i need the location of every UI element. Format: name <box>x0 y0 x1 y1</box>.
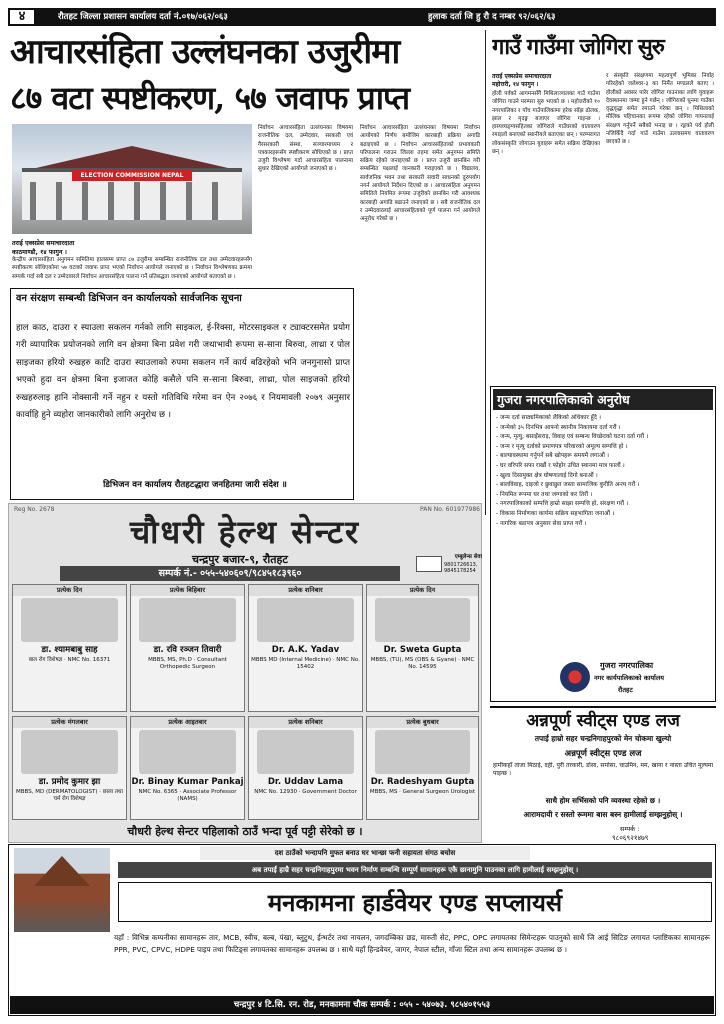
appeal-item: - नगरपालिकाको सम्पत्ति हाम्रो साझा सम्पत्ति हो, संरक्षण गरौं । <box>496 501 629 508</box>
appeal-item: - बालविवाह, दाइजो र छुवाछुत जस्ता सामाजिक कुरीति अन्त्य गरौं । <box>496 482 640 489</box>
doctor-credentials: MBBS, MS, Ph.D · Consultant Orthopedic Surgeon <box>148 657 227 670</box>
gujara-office-sub: नगर कार्यपालिकाको कार्यालय <box>594 674 665 682</box>
doctor-card <box>248 584 363 712</box>
appeal-item: - जन्म र मृत्यु दर्ताको प्रमाणपत्र परिवारको अमूल्य सम्पत्ति हो । <box>496 443 628 450</box>
appeal-item: - विकास निर्माणका कार्यमा सक्रिय सहभागिता जनाऔं । <box>496 510 615 517</box>
doctor-card <box>366 584 479 712</box>
election-commission-photo <box>12 124 252 234</box>
joghira-dateline: महोत्तरी, १४ फागुन । <box>492 81 539 88</box>
hardware-banner: दश ठाउँको भन्दापनि मुफत बनाउ घर भान्छा फनी सहायता संगठ बचोस <box>200 846 530 860</box>
doctor-photo <box>375 730 470 774</box>
column-rule <box>485 30 486 515</box>
doctor-name: Dr. Binay Kumar Pankaj <box>131 777 244 787</box>
doctor-card <box>248 716 363 820</box>
doctor-credentials: MBBS, MD (DERMATOLOGIST) · छाला तथा चर्म रोग विशेषज्ञ <box>16 789 123 802</box>
lodge-line2: अन्नपूर्ण स्वीट्स एण्ड लज <box>564 749 642 759</box>
doctor-day: प्रत्येक बिहिबार <box>131 585 244 596</box>
forest-notice-title: वन संरक्षण सम्बन्धी डिभिजन वन कार्यालयको सार्वजनिक सूचना <box>16 293 242 304</box>
postal-registration: हुलाक दर्ता जि हु रौ द नम्बर ९२/०६२/६३ <box>428 12 556 22</box>
health-pan-no: PAN No. 601977986 <box>420 506 480 513</box>
appeal-item: - नियमित रूपमा घर तथा जग्गाको कर तिरौं । <box>496 491 593 498</box>
doctor-name: Dr. A.K. Yadav <box>271 645 340 655</box>
forest-notice-body: हाल काठ, दाउरा र स्याउला सकलन गर्नको लागि साइकल, ई-रिक्सा, मोटरसाइकल र ट्याक्टरसमेत प्रयोग गरी व्यापारिक प्रयोजनको लागि वन क्षेत्रमा बिना प्रवेश गरी जथाभावी रूपमा स-साना बिरुवा, लाथ्रा र पोल साइजका हरियो रुखहरु काटि दाउरा स्याउलाको रुपमा सकलन गर्ने कार्य बढिरहेको भनि जनगुनासो प्राप्त भएको हुदा वन क्षेत्रमा बिना इजाजत कोहि कसैले पनि स-साना बिरुवा, लाथ्रा, पोल साइजको हरियो रुखहरुलाइ हानि नोक्सानी गर्ने नहुन र यस्तो गतिविधि गरेमा वन ऐन २०७६ र नियमावली २०७९ अनुसार कार्वाहि हुने व्यहोरा जानकारीको लागि अनुरोध छ । <box>16 323 350 421</box>
joghira-byline: तराई एक्सप्रेस समाचारदाता <box>492 73 552 80</box>
ambulance-label: एम्बुलेन्स सेवा <box>454 554 482 560</box>
hardware-contact: चन्द्रपुर ४ टि.सि. रन. रोड, मनकामना चौक सम्पर्क : ०५५ - ५४०७३. ९८५४०१५५३ <box>10 996 714 1014</box>
lodge-body: हामीकहाँ ताजा मिठाई, दही, पुरी तरकारी, डोसा, समोसा, चाउमिन, मम, खाना र नास्ता उचित मूल्यमा पाइन्छ । <box>493 762 713 778</box>
gujara-office-name: गुजरा नगरपालिका <box>600 661 654 670</box>
appeal-item: - घर वरिपरि सफा राखौं र फोहोर उचित स्थानमा मात्र फालौं । <box>496 462 625 469</box>
doctor-card <box>130 716 245 820</box>
doctor-photo <box>257 730 354 774</box>
doctor-photo <box>139 598 236 642</box>
appeal-item: - बाल्यावस्थामा गर्नुपर्ने सबै खोपहरू समयमै लगाऔं । <box>496 453 610 460</box>
doctor-name: Dr. Radeshyam Gupta <box>370 777 475 787</box>
temple-photo <box>14 848 110 932</box>
joghira-col-a: होली पर्वको आगमनसँगै मिथिलाञ्चलका गाउँ गाउँमा जोगिरा गाउने परम्परा सुरु भएको छ । महोत्तरीको १० नगरपालिका र पाँच गाउँपालिकामा हरेक साँझ ढोलक, झाल र मृदङ्ग बजाएर जोगिरा गाइन्छ । हास्यव्यङ्ग्यसहितका जोगिराले गाउँघरको वातावरण रमाइलो बनाएको स्थानीयले बताएका छन् । परम्परागत लोकसंस्कृति जोगाउन युवाहरू समेत सक्रिय देखिएका छन् । <box>492 91 600 156</box>
doctor-day: प्रत्येक आइतबार <box>131 717 244 728</box>
doctor-name: डा. प्रमोद कुमार झा <box>38 777 101 787</box>
doctor-credentials: MBBS, (TU), MS (OBS & Gyane) · NMC No. 14595 <box>370 657 475 670</box>
main-dateline: काठमाण्डौ, १४ फागुन । <box>12 249 67 256</box>
joghira-headline: गाउँ गाउँमा जोगिरा सुरु <box>492 34 664 60</box>
doctor-name: डा. श्यामबाबु साह <box>41 645 98 655</box>
gujara-appeal-title: गुजरा नगरपालिकाको अनुरोध <box>493 389 713 410</box>
appeal-item: - जन्मेको ३५ दिनभित्र आफ्नो स्थानीय निकायमा दर्ता गरौं । <box>496 424 621 431</box>
doctor-photo <box>257 598 354 642</box>
doctor-photo <box>139 730 236 774</box>
lodge-title: अन्नपूर्ण स्वीट्स एण्ड लज <box>490 706 716 732</box>
appeal-item: - जन्म दर्ता साठ्यमिकाको लैकिको अधिकार हुँदै । <box>496 415 602 421</box>
doctor-name: डा. रवि रञ्जन तिवारी <box>153 645 222 655</box>
registration-text: रौतहट जिल्ला प्रशासन कार्यालय दर्ता नं.०१७/०६२/०६३ <box>58 12 228 22</box>
doctor-day: प्रत्येक मंगलबार <box>13 717 126 728</box>
health-center-address: चन्द्रपुर बजार-९, रौतहट <box>192 553 288 566</box>
main-story-col1: केन्द्रीय आचारसंहिता अनुगमन समितिमा हालसम्म प्राप्त ८७ उजुरीमा सम्बन्धित राजनीतिक दल तथा उम्मेदवारहरूसँग स्पष्टीकरण सोधिएकोमा ५७ वटाको जवाफ प्राप्त भएको निर्वाचन आयोगले जनाएको छ । निर्वाचन विश्लेषणका क्रममा सम्पर्क गर्दा सबै दल र उम्मेदवारले निर्वाचन आचारसंहिता पालना गर्ने प्रतिबद्धता जनाएको आयोगले बताएको छ । <box>12 257 252 280</box>
hardware-body: यहाँ : विभिन्न कम्पनीका सामानहरू तार, MCB, स्वीच, बल्ब, पंखा, ब्लुटुथ, ईन्भर्टर तथा नायलन, जगदम्बिका छड, मारुती सेट, PPC, OPC लगायतका सिमेन्टहरू पाउनुको साथै जि आई सिटिङ लगायत प्लाष्टिकका सामानहरू PPR, PVC, CPVC, HDPE पाइप तथा फिटिङ्स लगायतका सामानहरू उपलब्ध छ । साथै यहाँ हिन्डवेयर, जागर, नेपाल स्टील, गाँजा स्टिल तथा अन्य सामानहरू उपलब्ध छ । <box>114 933 710 954</box>
page-number: ४ <box>8 8 36 26</box>
doctor-credentials: MBBS MD (Internal Medicine) · NMC No. 15402 <box>251 657 360 670</box>
building-roof <box>12 146 252 168</box>
appeal-item: - खुला दिसामुक्त क्षेत्र घोषणालाई दिगो बनाऔं । <box>496 472 598 479</box>
temple-roof <box>34 856 90 886</box>
lodge-contact-label: सम्पर्क : <box>620 825 640 833</box>
main-story-col3: निर्वाचन आचारसंहिता उल्लंघनका विषयमा निर्वाचन आयोगको निर्णय बमोजिम कारबाही प्रक्रिया अगाडि बढाइएको छ । निर्वाचन आचारसंहिताको प्रभावकारी परिपालना गराउन जिल्ला तहमा समेत अनुगमन समिति सक्रिय रहेको जनाइएको छ । प्राप्त उजुरी छानबिन गरी सम्बन्धित पक्षलाई जानकारी गराइएको छ । विद्यालय, सार्वजनिक भवन तथा सरकारी सवारी साधनको दुरुपयोग नगर्न आयोगले निर्देशन दिएको छ । आचारसंहिता अनुगमन समितिले नियमित रूपमा उजुरीको छानबिन गरी आवश्यक कारबाही अगाडि बढाउने जनाएको छ । सबै राजनीतिक दल र उम्मेदवारलाई आचारसंहिताको पूर्ण पालना गर्न आयोगले अनुरोध गरेको छ । <box>360 125 480 223</box>
doctor-credentials: NMC No. 6365 · Associate Professor (NAMS) <box>138 789 237 802</box>
joghira-col-b: र संस्कृति संरक्षणमा महत्वपूर्ण भूमिका निर्वाह गरिरहेको जलेश्वर-३ का निर्मेत मण्डलले बताए । होलीको अवसर पारेर जोगिरा गाउनाका लागि युवाहरू देवस्थानमा जम्मा हुने गर्छन् । जोगिराको धुनमा गाउँका वृद्धवृद्धा समेत रमाउने गरेका छन् । मिथिलाको मौलिक पहिचानका रूपमा रहेको जोगिरा गायनलाई संरक्षण गर्नुपर्ने सबैको भनाइ छ । रङ्गको पर्व होली नजिकिँदै गर्दा गाउँ गाउँमा उल्लासमय वातावरण छाएको छ । <box>606 73 714 146</box>
main-headline-line2: ८७ वटा स्पष्टीकरण, ५७ जवाफ प्राप्त <box>10 79 410 117</box>
health-center-name: चौधरी हेल्थ सेन्टर <box>129 513 361 551</box>
main-story-col2: निर्वाचन आचारसंहिता उल्लंघनका विषयमा राजनीतिक दल, उम्मेदवार, सरकारी एवं गैरसरकारी संस्था, सञ्चारमाध्यम र पत्रकारहरूसँग स्पष्टीकरण सोधिएको छ । प्राप्त उजुरी विश्लेषण गर्दा आचारसंहिता पालनामा सुधार देखिएको आयोगले जनाएको छ । <box>258 125 353 173</box>
doctor-photo <box>21 598 118 642</box>
hardware-tagline: अब तपाईं हाम्रै सहर चन्द्रनिगाहपुरमा भवन निर्माण सम्बन्धि सम्पूर्ण सामानहरू एकै छानामुनि पाउनका लागि हामीलाई सम्झनुहोस् । <box>118 862 712 878</box>
appeal-item: - नागरिक बडापत्र अनुसार सेवा प्राप्त गरौं । <box>496 520 587 527</box>
doctor-day: प्रत्येक दिन <box>367 585 478 596</box>
main-headline-line1: आचारसंहिता उल्लंघनका उजुरीमा <box>10 32 400 72</box>
gujara-appeal-list <box>496 414 712 654</box>
doctor-day: प्रत्येक शनिबार <box>249 717 362 728</box>
doctor-credentials: NMC No. 12930 · Government Doctor <box>254 789 357 795</box>
health-center-contact: सम्पर्क नं.- ०५५-५४०६०९/९८४५१८३९६० <box>60 566 400 581</box>
doctor-card <box>12 584 127 712</box>
photo-sign: ELECTION COMMISSION NEPAL <box>72 170 192 181</box>
health-center-footer: चौधरी हेल्थ सेन्टर पहिलाको ठाउँ भन्दा पूर्व पट्टी सेरेको छ । <box>127 825 363 838</box>
lodge-line3: साथै होम सर्भिसको पनि व्यवस्था रहेको छ । <box>545 796 661 805</box>
doctor-photo <box>21 730 118 774</box>
hardware-name: मनकामना हार्डवेयर एण्ड सप्लायर्स <box>118 882 712 922</box>
forest-notice-signature: डिभिजन वन कार्यालय रौतहटद्धारा जनहितमा जारी संदेश ॥ <box>103 480 287 490</box>
gujara-office-place: रौतहट <box>618 686 633 694</box>
nepal-emblem-icon <box>560 662 590 692</box>
lodge-line4: आरामदायी र सस्तो रूममा बास बस्न हामीलाई सम्झनुहोस् । <box>523 810 683 819</box>
header-bar <box>8 8 716 26</box>
building-columns <box>30 182 234 220</box>
doctor-name: Dr. Sweta Gupta <box>383 645 462 655</box>
doctor-name: Dr. Uddav Lama <box>267 777 344 787</box>
doctor-photo <box>375 598 470 642</box>
health-reg-no: Reg No. 2678 <box>14 506 55 513</box>
doctor-day: प्रत्येक शनिबार <box>249 585 362 596</box>
doctor-card <box>366 716 479 820</box>
doctor-day: प्रत्येक दिन <box>13 585 126 596</box>
lodge-phone: ९८०६९२१४७९ <box>612 834 649 842</box>
appeal-item: - जन्म, मृत्यु, बसाइँसराइ, विवाह एवं सम्बन्ध विच्छेदको घटना दर्ता गरौं । <box>496 434 649 441</box>
doctor-card <box>12 716 127 820</box>
lodge-line1: तपाईं हाम्रो सहर चन्द्रनिगाहपुरको मेन चोकमा खुल्यो <box>534 734 672 743</box>
doctor-day: प्रत्येक बुधबार <box>367 717 478 728</box>
ambulance-phones: 9801726613, 9845178254 <box>444 562 478 574</box>
doctor-card <box>130 584 245 712</box>
doctor-credentials: बाल रोग विशेषज्ञ · NMC No. 16371 <box>28 657 111 663</box>
main-byline: तराई एक्सप्रेस समाचारदाता <box>12 240 75 247</box>
doctor-credentials: MBBS, MS · General Surgeon Urologist <box>369 789 476 795</box>
